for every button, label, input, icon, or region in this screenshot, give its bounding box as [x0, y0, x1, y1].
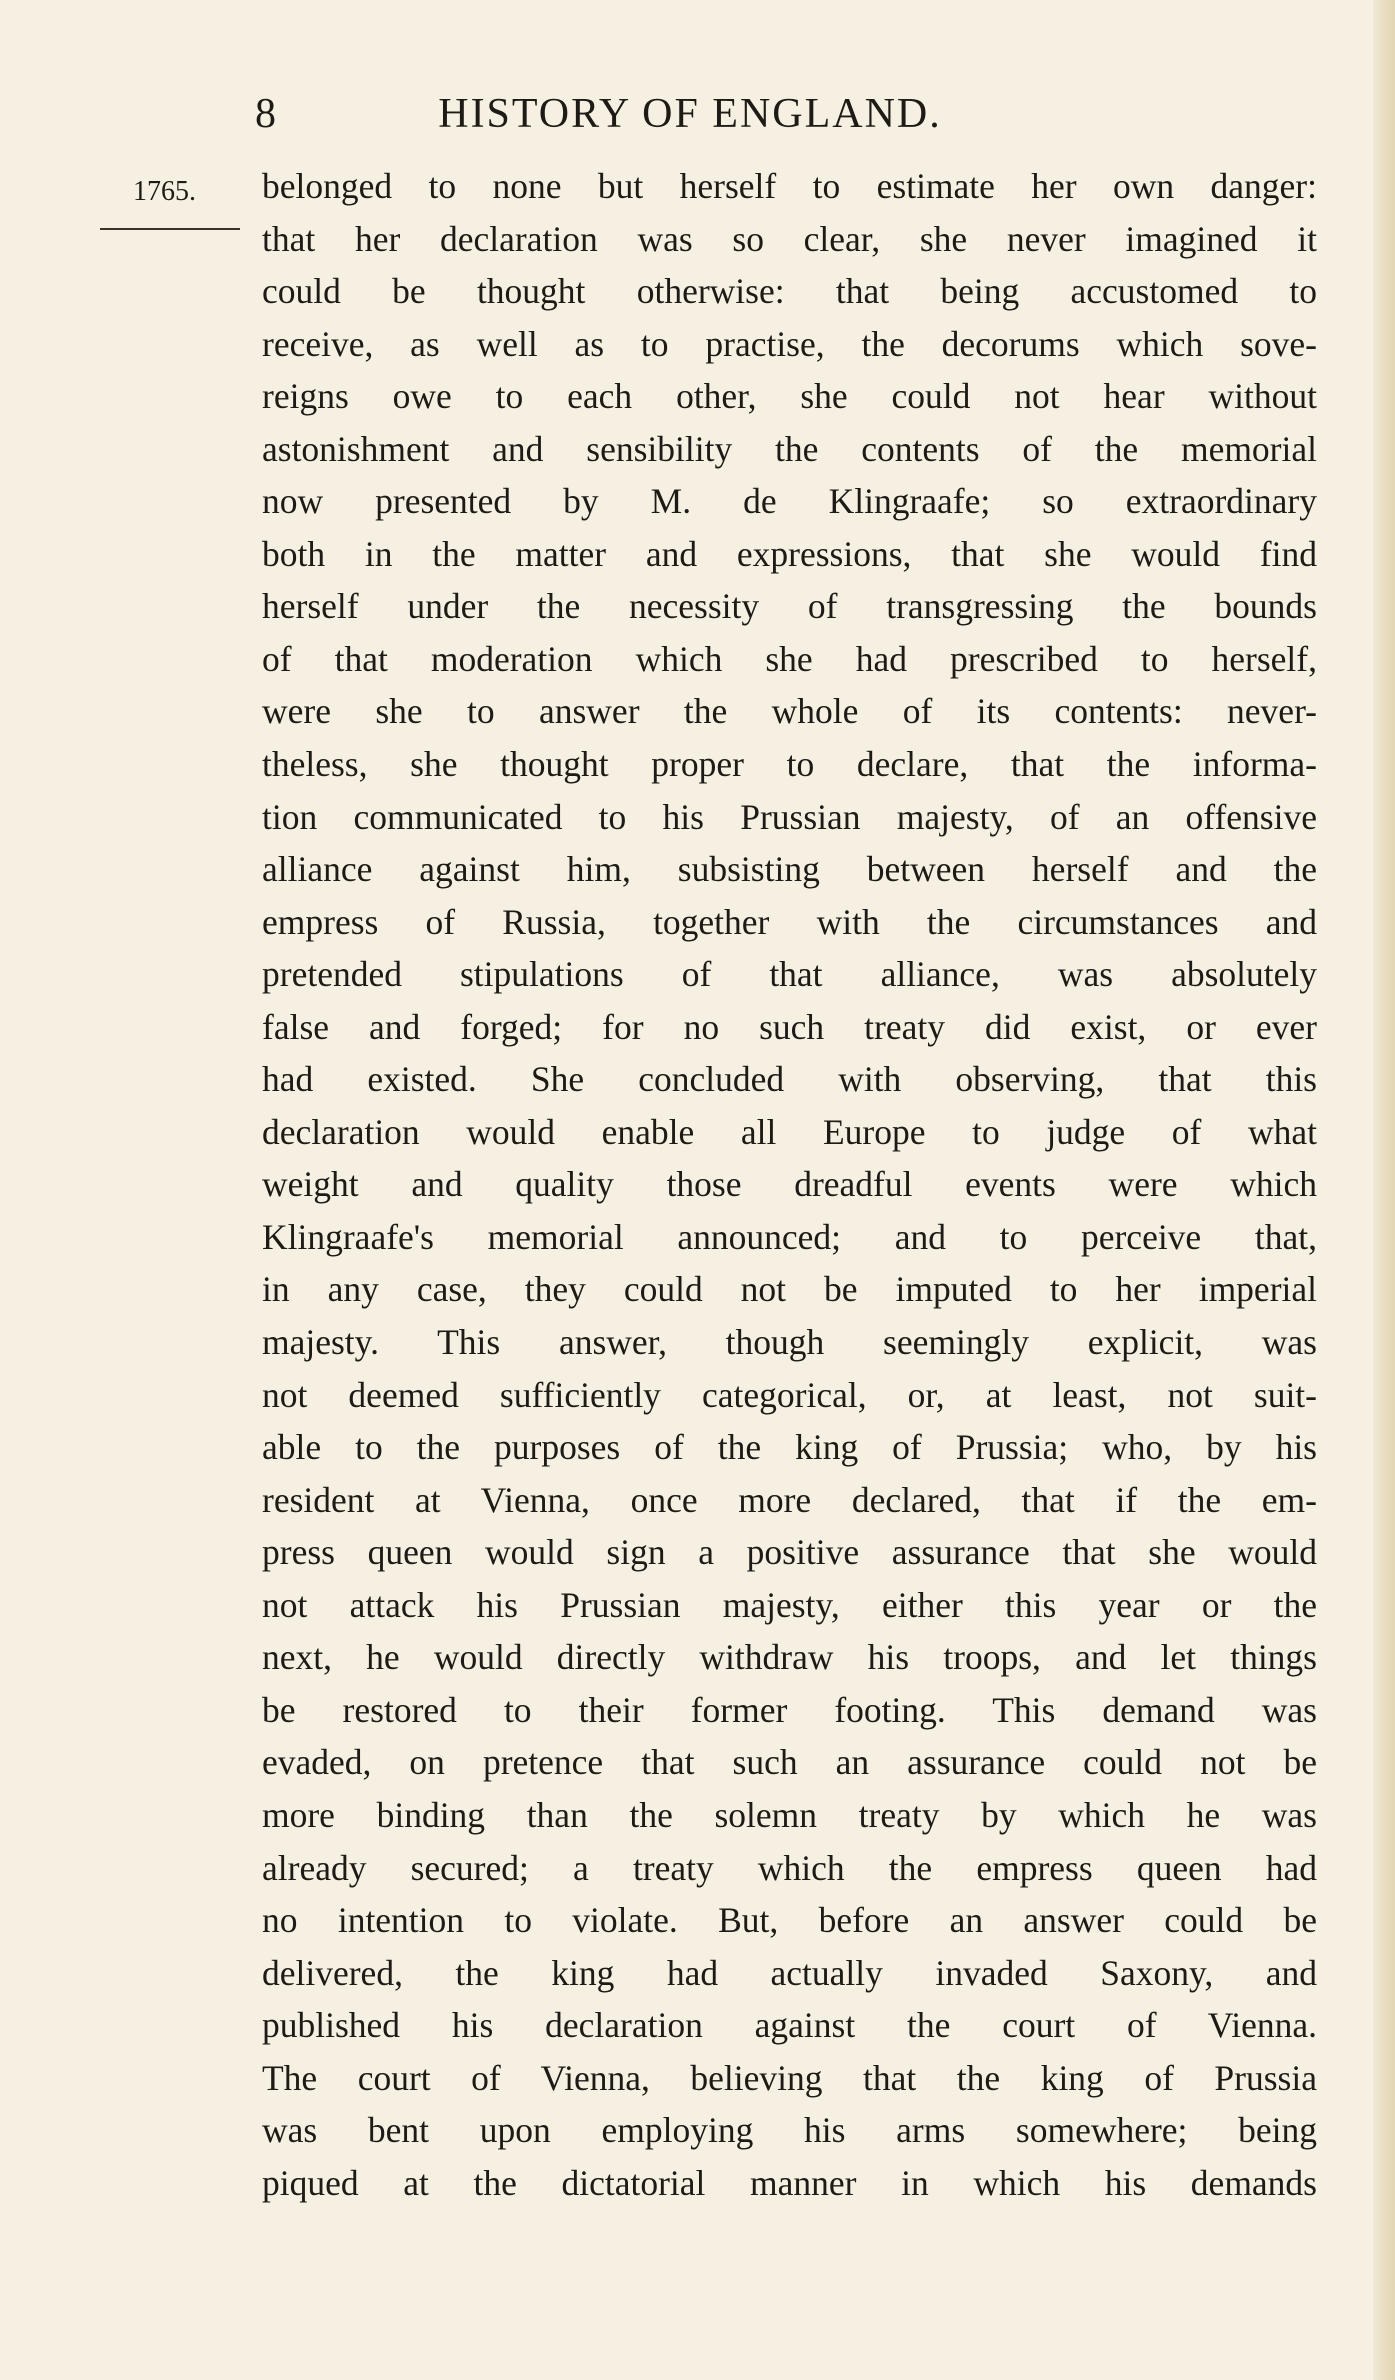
text-line: next, he would directly withdraw his troops, and let things: [262, 1637, 1317, 1678]
text-line: could be thought otherwise: that being accustomed to: [262, 271, 1317, 312]
text-line: of that moderation which she had prescribed to herself,: [262, 638, 1317, 679]
text-line: pretended stipulations of that alliance, was absolutely: [262, 954, 1317, 995]
text-line: now presented by M. de Klingraafe; so extraordinary: [262, 481, 1317, 522]
text-line: published his declaration against the court of Vienna.: [262, 2005, 1317, 2046]
text-line: were she to answer the whole of its contents: never-: [262, 691, 1317, 732]
text-line: empress of Russia, together with the circumstances and: [262, 901, 1317, 942]
text-line: reigns owe to each other, she could not hear without: [262, 376, 1317, 417]
text-line: receive, as well as to practise, the decorums which sove-: [262, 323, 1317, 364]
text-line: declaration would enable all Europe to judge of what: [262, 1111, 1317, 1152]
text-line: both in the matter and expressions, that she would find: [262, 533, 1317, 574]
text-line: resident at Vienna, once more declared, that if the em-: [262, 1479, 1317, 1520]
text-line: more binding than the solemn treaty by which he was: [262, 1794, 1317, 1835]
text-line: theless, she thought proper to declare, that the informa-: [262, 744, 1317, 785]
text-line: The court of Vienna, believing that the king of Prussia: [262, 2057, 1317, 2098]
text-line: weight and quality those dreadful events were which: [262, 1164, 1317, 1205]
text-line: able to the purposes of the king of Prussia; who, by his: [262, 1427, 1317, 1468]
text-line: Klingraafe's memorial announced; and to perceive that,: [262, 1216, 1317, 1257]
text-line: was bent upon employing his arms somewhere; being: [262, 2110, 1317, 2151]
text-line: had existed. She concluded with observing, that this: [262, 1059, 1317, 1100]
text-line: already secured; a treaty which the empress queen had: [262, 1847, 1317, 1888]
text-line: delivered, the king had actually invaded Saxony, and: [262, 1952, 1317, 1993]
text-line: alliance against him, subsisting between herself and the: [262, 849, 1317, 890]
text-line: false and forged; for no such treaty did exist, or ever: [262, 1006, 1317, 1047]
text-line: no intention to violate. But, before an answer could be: [262, 1900, 1317, 1941]
margin-rule: [100, 228, 240, 230]
running-title: HISTORY OF ENGLAND.: [438, 91, 942, 137]
text-line: not attack his Prussian majesty, either this year or the: [262, 1584, 1317, 1625]
text-line: herself under the necessity of transgressing the bounds: [262, 586, 1317, 627]
text-line: tion communicated to his Prussian majesty, of an offensive: [262, 796, 1317, 837]
text-line: piqued at the dictatorial manner in which his demands: [262, 2162, 1317, 2203]
margin-year: 1765.: [133, 176, 196, 207]
body-text: [262, 160, 1317, 2209]
text-line: astonishment and sensibility the contents of the memorial: [262, 428, 1317, 469]
page-number: 8: [255, 91, 276, 137]
page-edge: [1373, 0, 1395, 2380]
text-line: evaded, on pretence that such an assurance could not be: [262, 1742, 1317, 1783]
text-line: in any case, they could not be imputed to her imperial: [262, 1269, 1317, 1310]
text-line: that her declaration was so clear, she never imagined it: [262, 218, 1317, 259]
text-line: majesty. This answer, though seemingly explicit, was: [262, 1322, 1317, 1363]
text-line: belonged to none but herself to estimate her own danger:: [262, 166, 1317, 206]
text-line: be restored to their former footing. This demand was: [262, 1689, 1317, 1730]
text-line: not deemed sufficiently categorical, or, at least, not suit-: [262, 1374, 1317, 1415]
running-head: [255, 84, 1085, 144]
text-line: press queen would sign a positive assurance that she would: [262, 1532, 1317, 1573]
